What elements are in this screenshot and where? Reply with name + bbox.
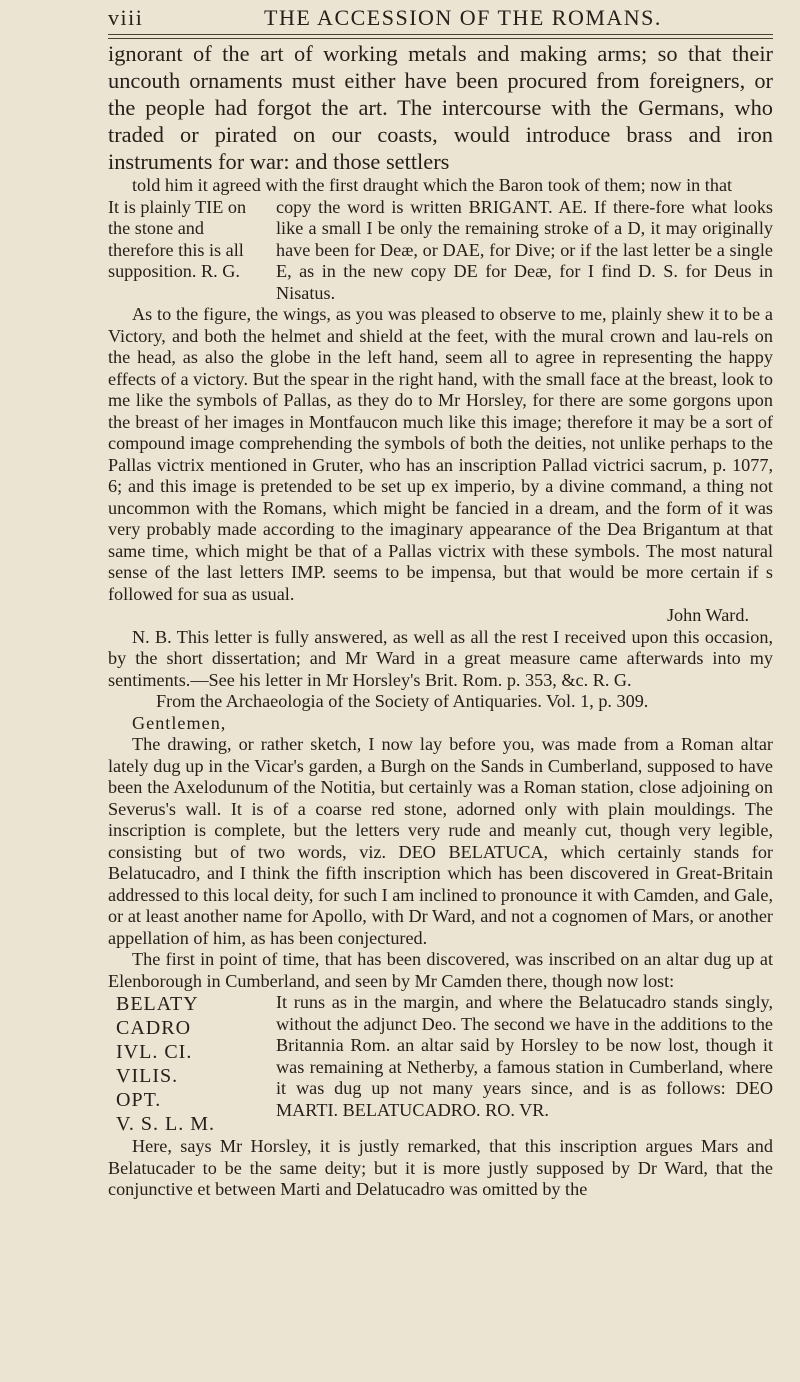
inscription-block [108, 992, 773, 1136]
side-note [108, 197, 266, 283]
running-header [108, 5, 768, 31]
inscription-line: OPT. [116, 1089, 162, 1111]
letter-opening: told him it agreed with the first draught which the Baron took of them; now in that [132, 175, 733, 195]
inscription-line: BELATY [116, 993, 199, 1015]
letter-main-text: copy the word is written BRIGANT. AE. If there-fore what looks like a small I be only the remaining stroke of a D, it may originally have been for Deæ, or DAE, for Dive; or if the last letter be a single E, as in the new copy DE for Deæ, for I find D. S. for Deus in Nisatus. [276, 196, 773, 303]
header-rule [108, 34, 773, 39]
margin-inscription [108, 992, 266, 1136]
letter-signature: John Ward. [666, 605, 749, 625]
page-body [108, 40, 773, 1201]
running-title: THE ACCESSION OF THE ROMANS. [264, 5, 662, 30]
closing-paragraph: Here, says Mr Horsley, it is justly remarked, that this inscription argues Mars and Belatucader to be the same deity; but it is more justly supposed by Dr Ward, that the conjunctive et between Marti and Delatucadro was omitted by the [108, 1136, 773, 1199]
first-point-paragraph: The first in point of time, that has been discovered, was inscribed on an altar dug up at Elenborough in Cumberland, and seen by Mr Camden there, though now lost: [108, 949, 773, 991]
inscription-text: It runs as in the margin, and where the Belatucadro stands singly, without the adjunct Deo. The second we have in the additions to the Britannia Rom. an altar said by Horsley to be now lost, though it was remaining at Netherby, a famous station in Cumberland, where it was dug up not many years since, and is as follows: DEO MARTI. BELATUCADRO. RO. VR. [276, 992, 773, 1120]
nb-paragraph: N. B. This letter is fully answered, as well as all the rest I received upon this occasion, by the short dissertation; and Mr Ward in a great measure came afterwards into my sentiments.—See his letter in Mr Horsley's Brit. Rom. p. 353, &c. R. G. [108, 626, 773, 690]
salutation: Gentlemen, [132, 712, 227, 733]
inscription-line: VILIS. [116, 1065, 179, 1087]
side-note-text: It is plainly TIE on the stone and therefore this is all supposition. [108, 196, 247, 281]
drawing-paragraph: The drawing, or rather sketch, I now lay before you, was made from a Roman altar lately dug up in the Vicar's garden, a Burgh on the Sands in Cumberland, supposed to have been the Axelodunum of the Notitia, but certainly was a Roman station, close adjoining on Severus's wall. It is of a coarse red stone, adorned only with plain mouldings. The inscription is complete, but the letters very rude and meanly cut, though very legible, consisting but of two words, viz. DEO BELATUCA, which certainly stands for Belatucadro, and I think the fifth inscription which has been discovered in Great-Britain addressed to this local deity, for such I am inclined to pronounce it with Camden, and Gale, or at least another name for Apollo, with Dr Ward, and not a cognomen of Mars, or another appellation of him, as has been conjectured. [108, 734, 774, 948]
inscription-line: V. S. L. M. [116, 1113, 215, 1135]
lead-paragraph: ignorant of the art of working metals and making arms; so that their uncouth ornaments must either have been procured from foreigners, or the people had forgot the art. The intercourse with the Germans, who traded or pirated on our coasts, would introduce brass and iron instruments for war: and those settlers [108, 41, 773, 174]
inscription-line: IVL. CI. [116, 1041, 193, 1063]
source-line: From the Archaeologia of the Society of Antiquaries. Vol. 1, p. 309. [156, 691, 649, 711]
page-number: viii [108, 5, 144, 30]
letter-with-side-note [108, 197, 773, 305]
inscription-line: CADRO [116, 1017, 192, 1039]
side-note-signature: R. G. [200, 261, 240, 281]
figure-paragraph: As to the figure, the wings, as you was pleased to observe to me, plainly shew it to be a Victory, and both the helmet and shield at the feet, with the mural crown and lau-rels on the head, as also the globe in the left hand, seem all to agree in representing the happy effects of a victory. But the spear in the right hand, with the small face at the breast, look to me like the symbols of Pallas, as they do to Mr Horsley, for there are some gorgons upon the breast of her images in Montfaucon much like this image; therefore it may be a sort of compound image comprehending the symbols of both the deities, not unlike perhaps to the Pallas victrix mentioned in Gruter, who has an inscription Pallad victrici sacrum, p. 1077, 6; and this image is pretended to be set up ex imperio, by a divine command, a thing not uncommon with the Romans, which might be fancied in a dream, and the form of it was very probably made according to the imaginary appearance of the Dea Brigantum at that same time, which might be that of a Pallas victrix with these symbols. The most natural sense of the last letters IMP. seems to be impensa, but that would be more certain if s followed for sua as usual. [108, 304, 773, 604]
